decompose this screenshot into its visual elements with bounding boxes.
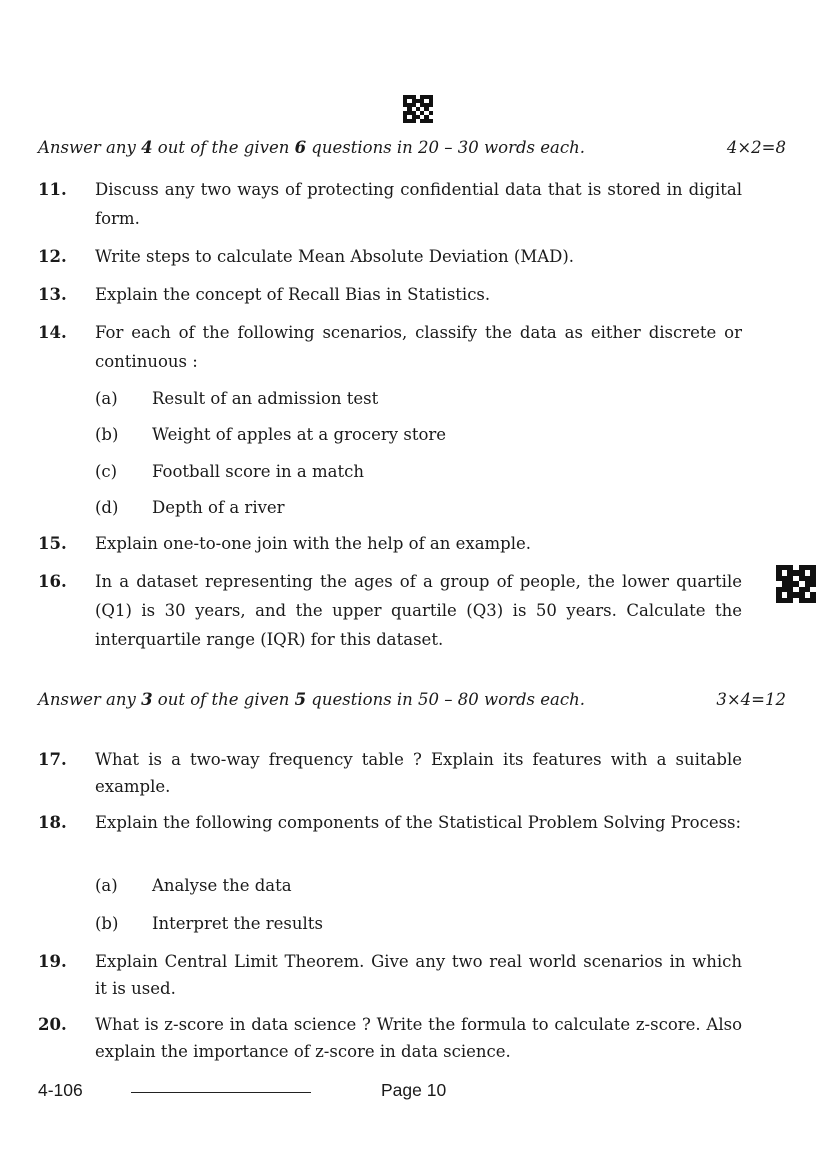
question-text: Explain the following components of the Statistical Problem Solving Process: (95, 813, 742, 832)
footer-divider (131, 1092, 311, 1093)
sub-question (95, 911, 715, 937)
question-19 (38, 948, 742, 1002)
question-text: Explain Central Limit Theorem. Give any two real world scenarios in which it is used. (95, 952, 742, 998)
question-20 (38, 1011, 742, 1065)
qr-code-icon (403, 95, 433, 123)
question-11 (38, 175, 742, 233)
question-text: In a dataset representing the ages of a group of people, the lower quartile (Q1) is 30 years, and the upper quartile (Q3) is 50 years. Calculate the interquartile range (IQR) for this dataset. (95, 572, 742, 649)
question-text: Write steps to calculate Mean Absolute Deviation (MAD). (95, 247, 575, 266)
question-text: Explain the concept of Recall Bias in Statistics. (95, 285, 491, 304)
sub-question-label: (b) (95, 425, 119, 444)
question-number: 16. (38, 572, 67, 591)
sub-question-label: (b) (95, 914, 119, 933)
sub-question-label: (a) (95, 876, 118, 895)
section-b-instruction (38, 690, 786, 709)
sub-question-label: (c) (95, 462, 118, 481)
question-number: 17. (38, 750, 67, 769)
qr-code-icon (776, 565, 816, 603)
question-14 (38, 318, 742, 376)
question-number: 15. (38, 534, 67, 553)
sub-question-text: Weight of apples at a grocery store (152, 425, 447, 444)
sub-question-text: Depth of a river (152, 498, 285, 517)
question-16 (38, 567, 742, 654)
section-a-instruction (38, 138, 786, 157)
question-number: 14. (38, 323, 67, 342)
sub-question-text: Analyse the data (152, 876, 292, 895)
question-text: What is z-score in data science ? Write the formula to calculate z-score. Also explain the importance of z-score in data science. (95, 1015, 742, 1061)
sub-question (95, 495, 715, 521)
section-a-text: Answer any 4 out of the given 6 questions in 20 – 30 words each. (38, 138, 585, 157)
question-number: 20. (38, 1015, 67, 1034)
question-number: 12. (38, 247, 67, 266)
question-18 (38, 809, 742, 836)
question-12 (38, 242, 742, 271)
question-text: For each of the following scenarios, classify the data as either discrete or continuous : (95, 323, 742, 371)
section-b-text: Answer any 3 out of the given 5 questions in 50 – 80 words each. (38, 690, 585, 709)
question-15 (38, 529, 742, 558)
sub-question (95, 422, 715, 448)
section-b-marks: 3×4=12 (716, 690, 786, 709)
question-number: 13. (38, 285, 67, 304)
sub-question (95, 386, 715, 412)
sub-question-text: Result of an admission test (152, 389, 379, 408)
section-a-marks: 4×2=8 (726, 138, 786, 157)
paper-code: 4-106 (38, 1080, 83, 1100)
sub-question-label: (d) (95, 498, 119, 517)
sub-question (95, 459, 715, 485)
sub-question (95, 873, 715, 899)
question-text: Explain one-to-one join with the help of an example. (95, 534, 532, 553)
sub-question-label: (a) (95, 389, 118, 408)
sub-question-text: Football score in a match (152, 462, 364, 481)
question-number: 18. (38, 813, 67, 832)
question-17 (38, 746, 742, 800)
question-13 (38, 280, 742, 309)
question-text: Discuss any two ways of protecting confidential data that is stored in digital form. (95, 180, 742, 228)
question-number: 19. (38, 952, 67, 971)
page-number: Page 10 (381, 1080, 447, 1100)
sub-question-text: Interpret the results (152, 914, 323, 933)
question-text: What is a two-way frequency table ? Explain its features with a suitable example. (95, 750, 742, 796)
question-number: 11. (38, 180, 67, 199)
